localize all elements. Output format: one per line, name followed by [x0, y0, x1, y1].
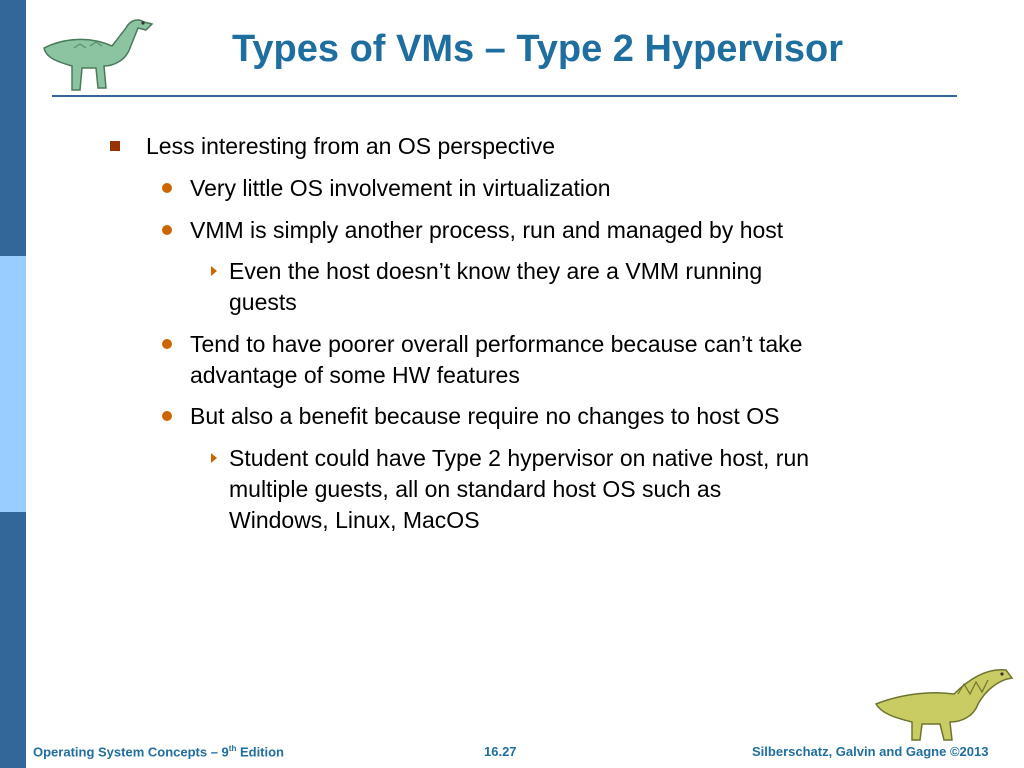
bullet-text: But also a benefit because require no changes to host OS	[190, 403, 780, 429]
bullet-text: Less interesting from an OS perspective	[146, 133, 556, 159]
square-bullet-icon	[110, 141, 120, 151]
footer-page-number: 16.27	[484, 744, 517, 759]
circle-bullet-icon	[162, 339, 172, 349]
bullet-text: Student could have Type 2 hypervisor on native host, run	[229, 445, 810, 471]
bullet-text-continued: advantage of some HW features	[190, 362, 520, 388]
bullet-text-continued: guests	[229, 289, 297, 315]
bullet-text: Very little OS involvement in virtualization	[190, 175, 611, 201]
bullet-text: Even the host doesn’t know they are a VMM running	[229, 258, 763, 284]
dinosaur-logo-icon	[866, 660, 1016, 744]
bullet-text-continued: multiple guests, all on standard host OS such as	[229, 476, 722, 502]
footer-authors: Silberschatz, Galvin and Gagne ©2013	[752, 744, 989, 759]
circle-bullet-icon	[162, 183, 172, 193]
bullet-text: VMM is simply another process, run and managed by host	[190, 217, 784, 243]
circle-bullet-icon	[162, 411, 172, 421]
triangle-bullet-icon	[211, 453, 217, 463]
bullet-text-continued: Windows, Linux, MacOS	[229, 507, 480, 533]
footer-book-title: Operating System Concepts – 9th Edition	[33, 744, 285, 760]
bullet-text: Tend to have poorer overall performance because can’t take	[190, 331, 803, 357]
circle-bullet-icon	[162, 225, 172, 235]
triangle-bullet-icon	[211, 266, 217, 276]
slide-title: Types of VMs – Type 2 Hypervisor	[232, 28, 844, 70]
